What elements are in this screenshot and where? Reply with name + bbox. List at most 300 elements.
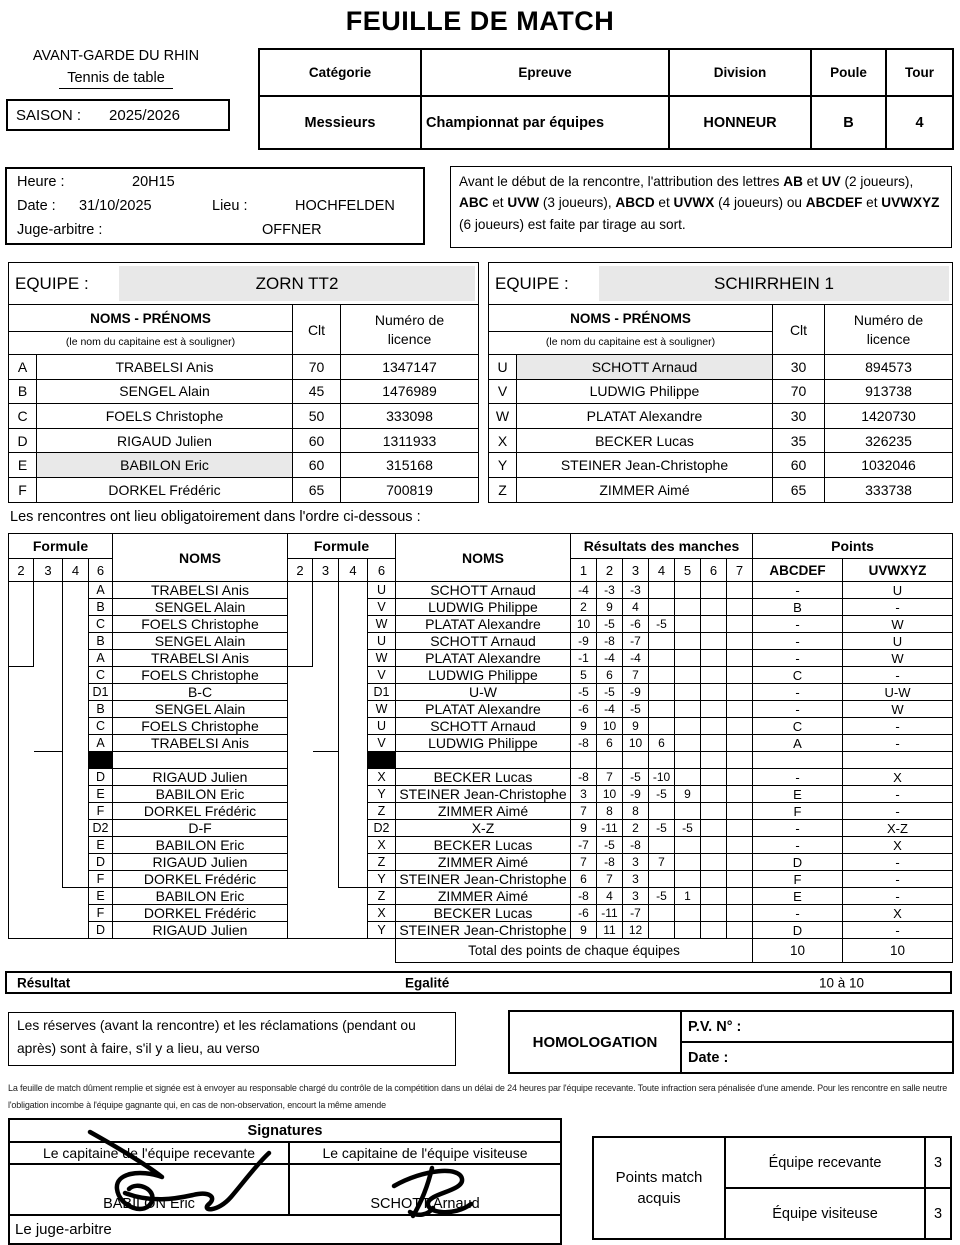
formule-3-cell bbox=[313, 582, 339, 599]
set-score-cell: -5 bbox=[649, 616, 675, 633]
set-score-cell bbox=[649, 718, 675, 735]
pv-number-label: P.V. N° : bbox=[681, 1011, 953, 1042]
player-name: ZIMMER Aimé bbox=[517, 477, 773, 502]
set-score-cell: -9 bbox=[623, 684, 649, 701]
result-bar bbox=[5, 971, 952, 994]
player-licence: 894573 bbox=[825, 355, 953, 380]
points-home-cell: E bbox=[753, 888, 843, 905]
player-row bbox=[9, 428, 479, 453]
home-player-name: RIGAUD Julien bbox=[113, 922, 288, 939]
set-score-cell bbox=[675, 718, 701, 735]
formule-4-cell bbox=[63, 616, 89, 633]
formule-2-cell bbox=[9, 752, 34, 769]
notice-text: AB bbox=[783, 174, 803, 189]
set-score-cell bbox=[727, 701, 753, 718]
formule-3-cell bbox=[34, 854, 63, 871]
formule-4-cell bbox=[63, 803, 89, 820]
away-player-letter: U bbox=[368, 718, 396, 735]
match-row bbox=[9, 820, 953, 837]
away-player-letter: X bbox=[368, 837, 396, 854]
points-away-cell: X bbox=[843, 905, 953, 922]
set-score-cell: -8 bbox=[597, 633, 623, 650]
formule-2-cell bbox=[288, 820, 313, 837]
formule-3-cell bbox=[34, 667, 63, 684]
captain-note: (le nom du capitaine est à souligner) bbox=[9, 331, 292, 353]
formule-col-4: 4 bbox=[339, 559, 368, 582]
result-value: Egalité bbox=[405, 975, 450, 990]
player-letter: U bbox=[489, 355, 517, 380]
player-licence: 913738 bbox=[825, 379, 953, 404]
player-licence: 1032046 bbox=[825, 453, 953, 478]
set-score-cell bbox=[649, 905, 675, 922]
home-player-letter: F bbox=[89, 871, 113, 888]
set-score-cell bbox=[701, 684, 727, 701]
category-table bbox=[258, 48, 954, 150]
match-row bbox=[9, 616, 953, 633]
set-score-cell: -5 bbox=[623, 701, 649, 718]
date-label: Date : bbox=[17, 198, 56, 214]
player-licence: 700819 bbox=[341, 477, 479, 502]
set-score-cell bbox=[727, 837, 753, 854]
player-licence: 333098 bbox=[341, 404, 479, 429]
formule-4-cell bbox=[63, 582, 89, 599]
set-score-cell bbox=[675, 735, 701, 752]
formule-2-cell bbox=[288, 803, 313, 820]
points-away-cell: - bbox=[843, 888, 953, 905]
player-row bbox=[9, 379, 479, 404]
notice-text: ABC bbox=[459, 195, 489, 211]
fine-print: La feuille de match dûment remplie et signée est à envoyer au responsable chargé du contrôle de la compétition dans un délai de 24 heures par l'équipe recevante. Toute infraction sera pénalisée d'une amende. Pour les rencontre en salle neutre l'obligation incombe à l'équipe gagnante qui, en cas de non-observation, encourt la même amende bbox=[8, 1083, 948, 1110]
away-player-letter: Z bbox=[368, 888, 396, 905]
home-player-name: FOELS Christophe bbox=[113, 616, 288, 633]
set-score-cell: 9 bbox=[571, 718, 597, 735]
formule-2-cell bbox=[288, 633, 313, 650]
away-player-name: ZIMMER Aimé bbox=[396, 854, 571, 871]
player-name: PLATAT Alexandre bbox=[517, 404, 773, 429]
away-player-letter: V bbox=[368, 667, 396, 684]
formule-4-cell bbox=[339, 582, 368, 599]
reserves-box: Les réserves (avant la rencontre) et les réclamations (pendant ou après) sont à faire, s'il y a lieu, au verso bbox=[8, 1012, 456, 1066]
match-row bbox=[9, 735, 953, 752]
set-score-cell bbox=[727, 599, 753, 616]
noms-header-home: NOMS bbox=[113, 534, 288, 582]
set-score-cell: 2 bbox=[571, 599, 597, 616]
player-name: RIGAUD Julien bbox=[37, 428, 293, 453]
signatures-title: Signatures bbox=[9, 1119, 561, 1142]
formule-3-cell bbox=[313, 701, 339, 718]
formule-4-cell bbox=[63, 650, 89, 667]
away-player-letter: Z bbox=[368, 854, 396, 871]
player-clt: 70 bbox=[293, 355, 341, 380]
away-player-letter: U bbox=[368, 582, 396, 599]
home-player-letter: A bbox=[89, 735, 113, 752]
set-score-cell: -8 bbox=[571, 888, 597, 905]
set-score-cell bbox=[727, 854, 753, 871]
formule-4-cell bbox=[63, 667, 89, 684]
set-score-cell bbox=[727, 684, 753, 701]
points-away-cell: - bbox=[843, 871, 953, 888]
formule-col-2: 2 bbox=[9, 559, 34, 582]
receiving-team-label: Équipe recevante bbox=[725, 1137, 925, 1188]
points-home-cell: - bbox=[753, 633, 843, 650]
set-score-cell: -9 bbox=[571, 633, 597, 650]
set-score-cell bbox=[727, 922, 753, 939]
formule-2-cell bbox=[9, 616, 34, 633]
notice-text: UVWXYZ bbox=[881, 195, 940, 211]
formule-4-cell bbox=[63, 684, 89, 701]
points-away-cell: - bbox=[843, 718, 953, 735]
receiving-team-points: 3 bbox=[925, 1137, 951, 1188]
set-score-cell bbox=[727, 769, 753, 786]
set-score-cell bbox=[727, 582, 753, 599]
points-away-cell: X-Z bbox=[843, 820, 953, 837]
set-score-cell bbox=[701, 735, 727, 752]
home-captain-label: Le capitaine de l'équipe recevante bbox=[9, 1142, 289, 1164]
formule-2-cell bbox=[9, 633, 34, 650]
player-name: BABILON Eric bbox=[37, 453, 293, 478]
set-score-cell: -11 bbox=[597, 820, 623, 837]
formule-3-cell bbox=[34, 803, 63, 820]
formule-2-cell bbox=[9, 888, 34, 905]
set-score-cell: 6 bbox=[649, 735, 675, 752]
meta-box bbox=[5, 167, 425, 245]
set-score-cell: 3 bbox=[623, 888, 649, 905]
home-player-name: D-F bbox=[113, 820, 288, 837]
away-player-name: STEINER Jean-Christophe bbox=[396, 786, 571, 803]
set-score-cell: 11 bbox=[597, 922, 623, 939]
formule-3-cell bbox=[34, 820, 63, 837]
notice-text: UVW bbox=[507, 195, 540, 211]
points-home-cell: D bbox=[753, 922, 843, 939]
set-score-cell bbox=[701, 888, 727, 905]
heure-value: 20H15 bbox=[132, 174, 175, 190]
formule-4-cell bbox=[339, 837, 368, 854]
set-score-cell bbox=[701, 718, 727, 735]
formule-4-cell bbox=[339, 735, 368, 752]
points-home-cell: - bbox=[753, 684, 843, 701]
set-score-cell: 4 bbox=[623, 599, 649, 616]
away-player-letter: Y bbox=[368, 871, 396, 888]
epreuve-header: Epreuve bbox=[421, 49, 669, 96]
away-player-letter: X bbox=[368, 905, 396, 922]
player-letter: D bbox=[9, 428, 37, 453]
lieu-label: Lieu : bbox=[212, 198, 248, 214]
home-player-letter: C bbox=[89, 616, 113, 633]
set-score-cell: -10 bbox=[649, 769, 675, 786]
match-row bbox=[9, 582, 953, 599]
set-score-cell bbox=[649, 667, 675, 684]
set-score-cell bbox=[701, 905, 727, 922]
match-row bbox=[9, 650, 953, 667]
set-score-cell: -5 bbox=[675, 820, 701, 837]
points-away-cell: W bbox=[843, 701, 953, 718]
formule-3-cell bbox=[34, 905, 63, 922]
formule-3-cell bbox=[313, 803, 339, 820]
clt-header: Clt bbox=[773, 305, 825, 355]
home-player-name: BABILON Eric bbox=[113, 888, 288, 905]
formule-2-cell bbox=[288, 837, 313, 854]
set-score-cell bbox=[623, 752, 649, 769]
player-name: SCHOTT Arnaud bbox=[517, 355, 773, 380]
player-clt: 70 bbox=[773, 379, 825, 404]
formule-4-cell bbox=[339, 922, 368, 939]
points-home-cell: - bbox=[753, 769, 843, 786]
formule-3-cell bbox=[313, 616, 339, 633]
home-player-letter: D bbox=[89, 922, 113, 939]
set-col-2: 2 bbox=[597, 559, 623, 582]
formule-2-cell bbox=[9, 650, 34, 667]
homologation-table bbox=[508, 1010, 954, 1074]
formule-4-cell bbox=[339, 803, 368, 820]
home-player-name: DORKEL Frédéric bbox=[113, 905, 288, 922]
set-score-cell bbox=[701, 752, 727, 769]
formule-4-cell bbox=[339, 769, 368, 786]
away-player-letter: X bbox=[368, 769, 396, 786]
set-score-cell: -5 bbox=[623, 769, 649, 786]
set-col-3: 3 bbox=[623, 559, 649, 582]
formule-2-cell bbox=[9, 718, 34, 735]
player-row bbox=[9, 404, 479, 429]
set-score-cell: -5 bbox=[597, 837, 623, 854]
match-row bbox=[9, 684, 953, 701]
home-player-name bbox=[113, 752, 288, 769]
match-row bbox=[9, 599, 953, 616]
away-player-name: PLATAT Alexandre bbox=[396, 650, 571, 667]
juge-arbitre-label: Juge-arbitre : bbox=[17, 222, 103, 238]
formule-3-cell bbox=[313, 888, 339, 905]
formule-3-cell bbox=[313, 820, 339, 837]
player-clt: 35 bbox=[773, 428, 825, 453]
notice-text: UVWX bbox=[673, 195, 715, 211]
player-licence: 326235 bbox=[825, 428, 953, 453]
formule-2-cell bbox=[9, 735, 34, 752]
formule-3-cell bbox=[313, 854, 339, 871]
set-score-cell bbox=[727, 650, 753, 667]
set-score-cell bbox=[675, 616, 701, 633]
home-player-name: SENGEL Alain bbox=[113, 633, 288, 650]
player-licence: 1476989 bbox=[341, 379, 479, 404]
separator-row bbox=[9, 752, 953, 769]
set-score-cell bbox=[675, 582, 701, 599]
away-captain-label: Le capitaine de l'équipe visiteuse bbox=[289, 1142, 561, 1164]
set-score-cell: 4 bbox=[597, 888, 623, 905]
away-player-name: PLATAT Alexandre bbox=[396, 616, 571, 633]
formule-col-6: 6 bbox=[368, 559, 396, 582]
player-clt: 50 bbox=[293, 404, 341, 429]
set-score-cell bbox=[701, 650, 727, 667]
set-score-cell bbox=[675, 650, 701, 667]
player-letter: V bbox=[489, 379, 517, 404]
set-score-cell bbox=[649, 701, 675, 718]
set-score-cell bbox=[701, 871, 727, 888]
points-home-cell: - bbox=[753, 905, 843, 922]
formule-3-cell bbox=[34, 701, 63, 718]
formule-col-4: 4 bbox=[63, 559, 89, 582]
player-row bbox=[489, 404, 953, 429]
notice-text: et bbox=[488, 195, 508, 211]
away-player-name: LUDWIG Philippe bbox=[396, 735, 571, 752]
season-box bbox=[6, 99, 230, 131]
total-points-home: 10 bbox=[753, 939, 843, 963]
formule-4-cell bbox=[339, 905, 368, 922]
away-player-name: STEINER Jean-Christophe bbox=[396, 871, 571, 888]
set-score-cell: 1 bbox=[675, 888, 701, 905]
set-score-cell bbox=[727, 820, 753, 837]
formule-col-3: 3 bbox=[34, 559, 63, 582]
set-score-cell bbox=[727, 786, 753, 803]
set-score-cell: -4 bbox=[623, 650, 649, 667]
match-row bbox=[9, 667, 953, 684]
formule-4-cell bbox=[339, 718, 368, 735]
formule-4-cell bbox=[339, 633, 368, 650]
home-player-name: BABILON Eric bbox=[113, 786, 288, 803]
set-score-cell bbox=[675, 769, 701, 786]
formule-3-cell bbox=[34, 752, 63, 769]
set-score-cell bbox=[727, 888, 753, 905]
match-row bbox=[9, 871, 953, 888]
notice-text: ABCDEF bbox=[805, 195, 863, 211]
total-row-spacer bbox=[9, 939, 396, 963]
points-away-cell: - bbox=[843, 735, 953, 752]
player-name: DORKEL Frédéric bbox=[37, 477, 293, 502]
match-table bbox=[8, 533, 953, 963]
home-player-name: DORKEL Frédéric bbox=[113, 803, 288, 820]
set-score-cell bbox=[675, 837, 701, 854]
set-score-cell: 9 bbox=[571, 922, 597, 939]
player-letter: B bbox=[9, 379, 37, 404]
home-team-name: ZORN TT2 bbox=[119, 266, 475, 301]
set-score-cell bbox=[649, 837, 675, 854]
tour-header: Tour bbox=[886, 49, 953, 96]
formule-3-cell bbox=[34, 888, 63, 905]
formule-2-cell bbox=[9, 854, 34, 871]
home-player-letter: B bbox=[89, 599, 113, 616]
points-header: Points bbox=[753, 534, 953, 559]
home-player-name: TRABELSI Anis bbox=[113, 582, 288, 599]
set-score-cell: 6 bbox=[571, 871, 597, 888]
set-score-cell: 9 bbox=[597, 599, 623, 616]
formule-3-cell bbox=[34, 718, 63, 735]
points-home-cell: B bbox=[753, 599, 843, 616]
home-player-letter: D bbox=[89, 854, 113, 871]
player-row bbox=[489, 428, 953, 453]
notice-text: (3 joueurs), bbox=[539, 195, 616, 211]
captain-note: (le nom du capitaine est à souligner) bbox=[489, 331, 772, 353]
formule-4-cell bbox=[63, 735, 89, 752]
set-score-cell bbox=[701, 803, 727, 820]
set-score-cell bbox=[727, 871, 753, 888]
player-licence: 1420730 bbox=[825, 404, 953, 429]
set-col-1: 1 bbox=[571, 559, 597, 582]
notice-text: (2 joueurs), bbox=[840, 174, 914, 189]
formule-4-cell bbox=[63, 905, 89, 922]
set-score-cell: 8 bbox=[597, 803, 623, 820]
away-player-letter: W bbox=[368, 616, 396, 633]
formule-2-cell bbox=[288, 667, 313, 684]
formule-4-cell bbox=[63, 922, 89, 939]
home-player-letter: D2 bbox=[89, 820, 113, 837]
epreuve-value: Championnat par équipes bbox=[421, 96, 669, 149]
points-home-cell: F bbox=[753, 871, 843, 888]
set-score-cell bbox=[675, 667, 701, 684]
away-player-name bbox=[396, 752, 571, 769]
division-header: Division bbox=[669, 49, 811, 96]
home-player-letter: E bbox=[89, 786, 113, 803]
set-score-cell bbox=[675, 752, 701, 769]
formule-3-cell bbox=[34, 871, 63, 888]
set-score-cell bbox=[675, 701, 701, 718]
formule-4-cell bbox=[63, 633, 89, 650]
points-home-cell: - bbox=[753, 582, 843, 599]
set-score-cell: 7 bbox=[571, 854, 597, 871]
team-table-home bbox=[8, 262, 479, 503]
set-score-cell: -6 bbox=[571, 905, 597, 922]
points-away-cell: - bbox=[843, 599, 953, 616]
set-score-cell bbox=[701, 786, 727, 803]
set-score-cell bbox=[675, 854, 701, 871]
formule-2-cell bbox=[9, 905, 34, 922]
result-label: Résultat bbox=[17, 975, 71, 990]
set-score-cell bbox=[727, 633, 753, 650]
set-score-cell: -11 bbox=[597, 905, 623, 922]
formule-4-cell bbox=[339, 888, 368, 905]
formule-3-cell bbox=[34, 599, 63, 616]
noms-header-away: NOMS bbox=[396, 534, 571, 582]
player-letter: W bbox=[489, 404, 517, 429]
player-letter: F bbox=[9, 477, 37, 502]
formule-4-cell bbox=[339, 786, 368, 803]
set-col-7: 7 bbox=[727, 559, 753, 582]
away-player-letter: V bbox=[368, 735, 396, 752]
set-score-cell bbox=[571, 752, 597, 769]
formule-4-cell bbox=[63, 820, 89, 837]
formule-2-cell bbox=[288, 752, 313, 769]
set-score-cell bbox=[701, 854, 727, 871]
points-away-cell: W bbox=[843, 650, 953, 667]
set-score-cell: -8 bbox=[571, 769, 597, 786]
formule-3-cell bbox=[313, 905, 339, 922]
formule-2-cell bbox=[288, 599, 313, 616]
notice-text: et bbox=[654, 195, 674, 211]
formule-3-cell bbox=[313, 922, 339, 939]
heure-label: Heure : bbox=[17, 174, 65, 190]
formule-4-cell bbox=[339, 820, 368, 837]
away-player-letter: V bbox=[368, 599, 396, 616]
set-score-cell: -7 bbox=[623, 633, 649, 650]
set-score-cell bbox=[727, 803, 753, 820]
formule-2-cell bbox=[9, 786, 34, 803]
formule-col-3: 3 bbox=[313, 559, 339, 582]
player-clt: 60 bbox=[293, 428, 341, 453]
formule-2-cell bbox=[288, 718, 313, 735]
juge-arbitre-value: OFFNER bbox=[262, 222, 322, 238]
set-score-cell: -5 bbox=[597, 684, 623, 701]
categorie-value: Messieurs bbox=[259, 96, 421, 149]
notice-text: UV bbox=[821, 174, 841, 189]
points-match-label: Points match acquis bbox=[593, 1137, 725, 1239]
away-player-name: ZIMMER Aimé bbox=[396, 803, 571, 820]
formule-3-cell bbox=[34, 650, 63, 667]
set-score-cell bbox=[675, 871, 701, 888]
total-points-away: 10 bbox=[843, 939, 953, 963]
set-col-4: 4 bbox=[649, 559, 675, 582]
points-home-cell: A bbox=[753, 735, 843, 752]
away-player-letter: U bbox=[368, 633, 396, 650]
visiting-team-points: 3 bbox=[925, 1188, 951, 1239]
set-score-cell bbox=[701, 599, 727, 616]
homologation-date-label: Date : bbox=[681, 1042, 953, 1073]
judge-referee-label: Le juge-arbitre bbox=[9, 1215, 561, 1244]
